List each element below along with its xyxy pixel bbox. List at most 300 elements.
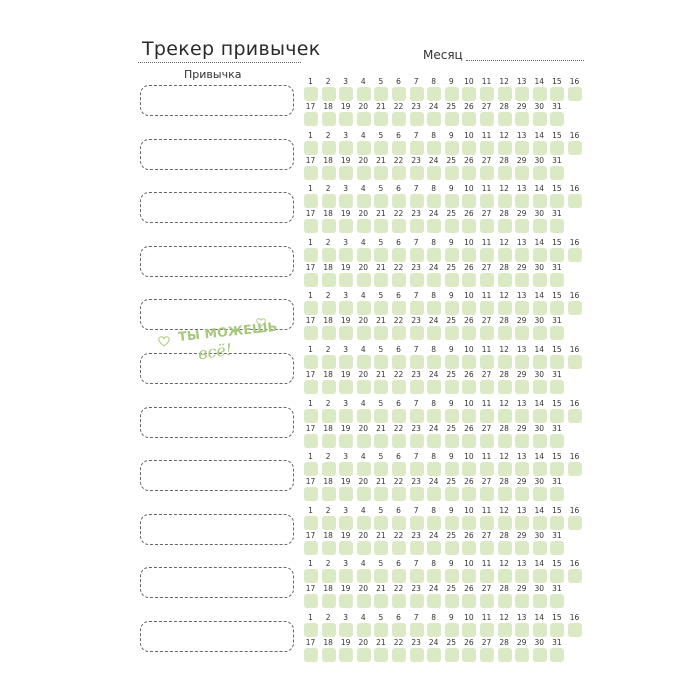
day-checkbox[interactable] bbox=[533, 594, 547, 608]
day-cell[interactable] bbox=[478, 400, 495, 424]
day-cell[interactable] bbox=[548, 78, 565, 102]
day-checkbox[interactable] bbox=[427, 569, 441, 583]
day-checkbox[interactable] bbox=[427, 166, 441, 180]
habit-input-10[interactable] bbox=[140, 567, 294, 598]
day-cell[interactable] bbox=[548, 585, 565, 609]
habit-input-4[interactable] bbox=[140, 246, 294, 277]
day-checkbox[interactable] bbox=[550, 623, 564, 637]
day-cell[interactable] bbox=[496, 103, 513, 127]
day-cell[interactable] bbox=[355, 478, 372, 502]
day-cell[interactable] bbox=[443, 157, 460, 181]
day-cell[interactable] bbox=[408, 317, 425, 341]
day-cell[interactable] bbox=[460, 264, 477, 288]
day-checkbox[interactable] bbox=[339, 219, 353, 233]
day-checkbox[interactable] bbox=[550, 541, 564, 555]
day-cell[interactable] bbox=[460, 103, 477, 127]
day-cell[interactable] bbox=[548, 560, 565, 584]
day-cell[interactable] bbox=[478, 185, 495, 209]
day-checkbox[interactable] bbox=[480, 112, 494, 126]
day-checkbox[interactable] bbox=[339, 434, 353, 448]
day-cell[interactable] bbox=[372, 585, 389, 609]
day-cell[interactable] bbox=[531, 346, 548, 370]
day-checkbox[interactable] bbox=[462, 326, 476, 340]
day-cell[interactable] bbox=[478, 210, 495, 234]
habit-input-8[interactable] bbox=[140, 460, 294, 491]
day-cell[interactable] bbox=[302, 560, 319, 584]
day-checkbox[interactable] bbox=[480, 380, 494, 394]
day-cell[interactable] bbox=[531, 132, 548, 156]
day-checkbox[interactable] bbox=[357, 87, 371, 101]
day-cell[interactable] bbox=[531, 264, 548, 288]
day-checkbox[interactable] bbox=[410, 434, 424, 448]
day-cell[interactable] bbox=[337, 425, 354, 449]
day-checkbox[interactable] bbox=[374, 409, 388, 423]
day-checkbox[interactable] bbox=[339, 648, 353, 662]
day-checkbox[interactable] bbox=[427, 516, 441, 530]
day-checkbox[interactable] bbox=[498, 326, 512, 340]
day-checkbox[interactable] bbox=[427, 248, 441, 262]
day-checkbox[interactable] bbox=[480, 516, 494, 530]
day-cell[interactable] bbox=[443, 639, 460, 663]
day-cell[interactable] bbox=[425, 639, 442, 663]
habit-input-9[interactable] bbox=[140, 514, 294, 545]
day-checkbox[interactable] bbox=[322, 380, 336, 394]
day-cell[interactable] bbox=[390, 453, 407, 477]
day-cell[interactable] bbox=[460, 585, 477, 609]
day-checkbox[interactable] bbox=[322, 541, 336, 555]
day-cell[interactable] bbox=[531, 239, 548, 263]
day-cell[interactable] bbox=[355, 453, 372, 477]
day-checkbox[interactable] bbox=[374, 623, 388, 637]
day-cell[interactable] bbox=[566, 132, 583, 156]
day-cell[interactable] bbox=[372, 132, 389, 156]
day-checkbox[interactable] bbox=[445, 194, 459, 208]
day-cell[interactable] bbox=[478, 507, 495, 531]
day-checkbox[interactable] bbox=[374, 594, 388, 608]
day-checkbox[interactable] bbox=[427, 623, 441, 637]
day-checkbox[interactable] bbox=[322, 301, 336, 315]
day-cell[interactable] bbox=[425, 157, 442, 181]
day-cell[interactable] bbox=[337, 371, 354, 395]
day-cell[interactable] bbox=[496, 132, 513, 156]
day-checkbox[interactable] bbox=[392, 409, 406, 423]
day-cell[interactable] bbox=[355, 400, 372, 424]
day-checkbox[interactable] bbox=[410, 248, 424, 262]
day-checkbox[interactable] bbox=[410, 194, 424, 208]
day-checkbox[interactable] bbox=[357, 462, 371, 476]
day-checkbox[interactable] bbox=[445, 569, 459, 583]
day-cell[interactable] bbox=[372, 478, 389, 502]
day-cell[interactable] bbox=[390, 371, 407, 395]
day-cell[interactable] bbox=[355, 157, 372, 181]
day-cell[interactable] bbox=[302, 317, 319, 341]
day-checkbox[interactable] bbox=[410, 462, 424, 476]
day-checkbox[interactable] bbox=[322, 326, 336, 340]
day-cell[interactable] bbox=[443, 560, 460, 584]
day-checkbox[interactable] bbox=[322, 594, 336, 608]
day-cell[interactable] bbox=[320, 239, 337, 263]
day-cell[interactable] bbox=[302, 239, 319, 263]
day-checkbox[interactable] bbox=[339, 355, 353, 369]
day-cell[interactable] bbox=[443, 478, 460, 502]
day-checkbox[interactable] bbox=[304, 301, 318, 315]
day-checkbox[interactable] bbox=[498, 141, 512, 155]
day-cell[interactable] bbox=[496, 585, 513, 609]
day-cell[interactable] bbox=[566, 400, 583, 424]
day-checkbox[interactable] bbox=[392, 273, 406, 287]
day-checkbox[interactable] bbox=[410, 166, 424, 180]
day-checkbox[interactable] bbox=[304, 434, 318, 448]
day-cell[interactable] bbox=[443, 132, 460, 156]
day-cell[interactable] bbox=[320, 371, 337, 395]
day-checkbox[interactable] bbox=[550, 434, 564, 448]
day-cell[interactable] bbox=[320, 317, 337, 341]
day-checkbox[interactable] bbox=[374, 166, 388, 180]
day-checkbox[interactable] bbox=[515, 434, 529, 448]
day-cell[interactable] bbox=[513, 425, 530, 449]
day-cell[interactable] bbox=[355, 78, 372, 102]
day-cell[interactable] bbox=[478, 532, 495, 556]
day-checkbox[interactable] bbox=[410, 409, 424, 423]
day-cell[interactable] bbox=[425, 185, 442, 209]
day-checkbox[interactable] bbox=[410, 112, 424, 126]
day-cell[interactable] bbox=[337, 639, 354, 663]
day-cell[interactable] bbox=[372, 210, 389, 234]
day-cell[interactable] bbox=[337, 478, 354, 502]
day-cell[interactable] bbox=[320, 425, 337, 449]
day-checkbox[interactable] bbox=[568, 355, 582, 369]
day-cell[interactable] bbox=[390, 425, 407, 449]
day-checkbox[interactable] bbox=[515, 141, 529, 155]
day-checkbox[interactable] bbox=[515, 166, 529, 180]
day-checkbox[interactable] bbox=[515, 516, 529, 530]
day-cell[interactable] bbox=[355, 371, 372, 395]
day-checkbox[interactable] bbox=[515, 112, 529, 126]
day-cell[interactable] bbox=[548, 292, 565, 316]
day-cell[interactable] bbox=[513, 264, 530, 288]
day-cell[interactable] bbox=[390, 78, 407, 102]
day-checkbox[interactable] bbox=[357, 594, 371, 608]
day-cell[interactable] bbox=[496, 264, 513, 288]
day-checkbox[interactable] bbox=[480, 648, 494, 662]
day-cell[interactable] bbox=[355, 560, 372, 584]
day-checkbox[interactable] bbox=[550, 166, 564, 180]
day-checkbox[interactable] bbox=[515, 648, 529, 662]
day-checkbox[interactable] bbox=[480, 194, 494, 208]
day-cell[interactable] bbox=[513, 585, 530, 609]
day-cell[interactable] bbox=[513, 371, 530, 395]
day-checkbox[interactable] bbox=[550, 248, 564, 262]
day-cell[interactable] bbox=[425, 132, 442, 156]
day-checkbox[interactable] bbox=[322, 87, 336, 101]
day-checkbox[interactable] bbox=[357, 541, 371, 555]
day-cell[interactable] bbox=[408, 614, 425, 638]
day-cell[interactable] bbox=[390, 264, 407, 288]
day-cell[interactable] bbox=[460, 507, 477, 531]
day-checkbox[interactable] bbox=[498, 87, 512, 101]
day-cell[interactable] bbox=[478, 292, 495, 316]
day-checkbox[interactable] bbox=[462, 623, 476, 637]
day-checkbox[interactable] bbox=[357, 409, 371, 423]
day-cell[interactable] bbox=[513, 400, 530, 424]
day-cell[interactable] bbox=[460, 292, 477, 316]
day-checkbox[interactable] bbox=[392, 516, 406, 530]
day-checkbox[interactable] bbox=[374, 219, 388, 233]
day-checkbox[interactable] bbox=[445, 219, 459, 233]
day-checkbox[interactable] bbox=[550, 194, 564, 208]
day-cell[interactable] bbox=[337, 210, 354, 234]
day-checkbox[interactable] bbox=[515, 380, 529, 394]
day-cell[interactable] bbox=[408, 264, 425, 288]
day-cell[interactable] bbox=[531, 157, 548, 181]
day-checkbox[interactable] bbox=[374, 380, 388, 394]
day-checkbox[interactable] bbox=[339, 569, 353, 583]
day-checkbox[interactable] bbox=[374, 648, 388, 662]
day-cell[interactable] bbox=[372, 292, 389, 316]
day-cell[interactable] bbox=[425, 400, 442, 424]
day-cell[interactable] bbox=[425, 103, 442, 127]
day-checkbox[interactable] bbox=[304, 594, 318, 608]
day-cell[interactable] bbox=[460, 185, 477, 209]
day-checkbox[interactable] bbox=[357, 355, 371, 369]
day-cell[interactable] bbox=[548, 317, 565, 341]
day-cell[interactable] bbox=[460, 239, 477, 263]
day-checkbox[interactable] bbox=[515, 569, 529, 583]
day-checkbox[interactable] bbox=[427, 301, 441, 315]
day-checkbox[interactable] bbox=[515, 219, 529, 233]
day-checkbox[interactable] bbox=[427, 462, 441, 476]
day-cell[interactable] bbox=[513, 346, 530, 370]
day-cell[interactable] bbox=[531, 560, 548, 584]
day-cell[interactable] bbox=[478, 371, 495, 395]
day-cell[interactable] bbox=[513, 614, 530, 638]
day-checkbox[interactable] bbox=[498, 541, 512, 555]
day-checkbox[interactable] bbox=[322, 112, 336, 126]
day-checkbox[interactable] bbox=[533, 112, 547, 126]
day-cell[interactable] bbox=[531, 425, 548, 449]
day-cell[interactable] bbox=[548, 425, 565, 449]
day-cell[interactable] bbox=[425, 264, 442, 288]
day-checkbox[interactable] bbox=[550, 462, 564, 476]
day-cell[interactable] bbox=[496, 292, 513, 316]
day-cell[interactable] bbox=[390, 210, 407, 234]
day-checkbox[interactable] bbox=[427, 434, 441, 448]
day-checkbox[interactable] bbox=[304, 409, 318, 423]
day-checkbox[interactable] bbox=[568, 516, 582, 530]
day-checkbox[interactable] bbox=[515, 87, 529, 101]
day-checkbox[interactable] bbox=[550, 87, 564, 101]
day-cell[interactable] bbox=[372, 532, 389, 556]
day-checkbox[interactable] bbox=[498, 487, 512, 501]
day-checkbox[interactable] bbox=[339, 194, 353, 208]
day-cell[interactable] bbox=[531, 210, 548, 234]
day-checkbox[interactable] bbox=[533, 409, 547, 423]
day-checkbox[interactable] bbox=[498, 301, 512, 315]
day-checkbox[interactable] bbox=[480, 219, 494, 233]
day-cell[interactable] bbox=[408, 453, 425, 477]
day-cell[interactable] bbox=[460, 614, 477, 638]
day-checkbox[interactable] bbox=[515, 301, 529, 315]
day-checkbox[interactable] bbox=[410, 355, 424, 369]
day-checkbox[interactable] bbox=[410, 219, 424, 233]
day-checkbox[interactable] bbox=[392, 87, 406, 101]
day-checkbox[interactable] bbox=[550, 112, 564, 126]
day-cell[interactable] bbox=[320, 103, 337, 127]
day-cell[interactable] bbox=[355, 425, 372, 449]
day-checkbox[interactable] bbox=[357, 273, 371, 287]
day-cell[interactable] bbox=[355, 585, 372, 609]
day-cell[interactable] bbox=[355, 292, 372, 316]
day-checkbox[interactable] bbox=[480, 87, 494, 101]
day-cell[interactable] bbox=[337, 317, 354, 341]
day-cell[interactable] bbox=[390, 292, 407, 316]
day-cell[interactable] bbox=[408, 639, 425, 663]
day-checkbox[interactable] bbox=[357, 569, 371, 583]
day-cell[interactable] bbox=[548, 453, 565, 477]
day-checkbox[interactable] bbox=[410, 141, 424, 155]
day-cell[interactable] bbox=[355, 614, 372, 638]
day-cell[interactable] bbox=[531, 185, 548, 209]
day-checkbox[interactable] bbox=[392, 594, 406, 608]
day-cell[interactable] bbox=[443, 292, 460, 316]
day-checkbox[interactable] bbox=[304, 541, 318, 555]
day-checkbox[interactable] bbox=[374, 541, 388, 555]
day-cell[interactable] bbox=[496, 507, 513, 531]
day-cell[interactable] bbox=[302, 532, 319, 556]
day-cell[interactable] bbox=[443, 507, 460, 531]
day-cell[interactable] bbox=[496, 185, 513, 209]
day-cell[interactable] bbox=[408, 210, 425, 234]
day-cell[interactable] bbox=[337, 103, 354, 127]
day-cell[interactable] bbox=[513, 507, 530, 531]
day-cell[interactable] bbox=[478, 614, 495, 638]
day-checkbox[interactable] bbox=[462, 380, 476, 394]
day-cell[interactable] bbox=[337, 132, 354, 156]
day-cell[interactable] bbox=[548, 132, 565, 156]
day-cell[interactable] bbox=[548, 103, 565, 127]
day-cell[interactable] bbox=[478, 453, 495, 477]
day-cell[interactable] bbox=[302, 292, 319, 316]
day-cell[interactable] bbox=[408, 185, 425, 209]
day-cell[interactable] bbox=[302, 185, 319, 209]
day-checkbox[interactable] bbox=[480, 462, 494, 476]
day-checkbox[interactable] bbox=[498, 516, 512, 530]
day-cell[interactable] bbox=[425, 346, 442, 370]
day-checkbox[interactable] bbox=[392, 248, 406, 262]
day-checkbox[interactable] bbox=[445, 623, 459, 637]
day-cell[interactable] bbox=[460, 400, 477, 424]
day-checkbox[interactable] bbox=[480, 594, 494, 608]
day-cell[interactable] bbox=[372, 507, 389, 531]
day-checkbox[interactable] bbox=[304, 219, 318, 233]
day-checkbox[interactable] bbox=[550, 380, 564, 394]
day-checkbox[interactable] bbox=[392, 219, 406, 233]
day-checkbox[interactable] bbox=[339, 166, 353, 180]
day-checkbox[interactable] bbox=[445, 301, 459, 315]
day-checkbox[interactable] bbox=[374, 112, 388, 126]
day-cell[interactable] bbox=[390, 560, 407, 584]
day-checkbox[interactable] bbox=[392, 166, 406, 180]
day-checkbox[interactable] bbox=[462, 434, 476, 448]
day-checkbox[interactable] bbox=[322, 409, 336, 423]
day-checkbox[interactable] bbox=[410, 273, 424, 287]
day-cell[interactable] bbox=[548, 157, 565, 181]
day-checkbox[interactable] bbox=[357, 248, 371, 262]
day-checkbox[interactable] bbox=[550, 326, 564, 340]
day-checkbox[interactable] bbox=[498, 462, 512, 476]
day-cell[interactable] bbox=[355, 532, 372, 556]
day-checkbox[interactable] bbox=[498, 194, 512, 208]
day-cell[interactable] bbox=[425, 425, 442, 449]
day-cell[interactable] bbox=[548, 478, 565, 502]
day-checkbox[interactable] bbox=[410, 623, 424, 637]
day-cell[interactable] bbox=[390, 157, 407, 181]
day-checkbox[interactable] bbox=[304, 462, 318, 476]
day-checkbox[interactable] bbox=[410, 541, 424, 555]
day-cell[interactable] bbox=[320, 585, 337, 609]
day-cell[interactable] bbox=[531, 78, 548, 102]
day-cell[interactable] bbox=[548, 614, 565, 638]
day-cell[interactable] bbox=[443, 185, 460, 209]
day-cell[interactable] bbox=[302, 614, 319, 638]
day-cell[interactable] bbox=[302, 453, 319, 477]
day-checkbox[interactable] bbox=[322, 623, 336, 637]
day-checkbox[interactable] bbox=[357, 301, 371, 315]
day-cell[interactable] bbox=[513, 185, 530, 209]
day-checkbox[interactable] bbox=[462, 487, 476, 501]
day-checkbox[interactable] bbox=[445, 487, 459, 501]
day-cell[interactable] bbox=[408, 132, 425, 156]
day-checkbox[interactable] bbox=[515, 355, 529, 369]
day-cell[interactable] bbox=[372, 453, 389, 477]
day-checkbox[interactable] bbox=[550, 219, 564, 233]
day-checkbox[interactable] bbox=[392, 112, 406, 126]
day-cell[interactable] bbox=[337, 185, 354, 209]
day-cell[interactable] bbox=[496, 532, 513, 556]
day-checkbox[interactable] bbox=[480, 326, 494, 340]
day-cell[interactable] bbox=[496, 371, 513, 395]
day-checkbox[interactable] bbox=[533, 380, 547, 394]
day-cell[interactable] bbox=[566, 453, 583, 477]
day-cell[interactable] bbox=[496, 78, 513, 102]
day-cell[interactable] bbox=[460, 317, 477, 341]
day-cell[interactable] bbox=[320, 78, 337, 102]
day-checkbox[interactable] bbox=[322, 273, 336, 287]
day-cell[interactable] bbox=[390, 317, 407, 341]
day-checkbox[interactable] bbox=[480, 569, 494, 583]
day-checkbox[interactable] bbox=[322, 648, 336, 662]
day-cell[interactable] bbox=[408, 400, 425, 424]
day-checkbox[interactable] bbox=[533, 648, 547, 662]
day-checkbox[interactable] bbox=[498, 623, 512, 637]
day-checkbox[interactable] bbox=[445, 380, 459, 394]
day-checkbox[interactable] bbox=[410, 648, 424, 662]
day-checkbox[interactable] bbox=[410, 569, 424, 583]
day-checkbox[interactable] bbox=[462, 87, 476, 101]
day-checkbox[interactable] bbox=[322, 219, 336, 233]
day-checkbox[interactable] bbox=[322, 194, 336, 208]
day-checkbox[interactable] bbox=[568, 301, 582, 315]
day-checkbox[interactable] bbox=[374, 355, 388, 369]
day-cell[interactable] bbox=[531, 371, 548, 395]
day-cell[interactable] bbox=[390, 400, 407, 424]
day-cell[interactable] bbox=[513, 132, 530, 156]
day-checkbox[interactable] bbox=[480, 434, 494, 448]
day-cell[interactable] bbox=[566, 185, 583, 209]
day-cell[interactable] bbox=[372, 346, 389, 370]
day-cell[interactable] bbox=[408, 425, 425, 449]
day-cell[interactable] bbox=[496, 239, 513, 263]
